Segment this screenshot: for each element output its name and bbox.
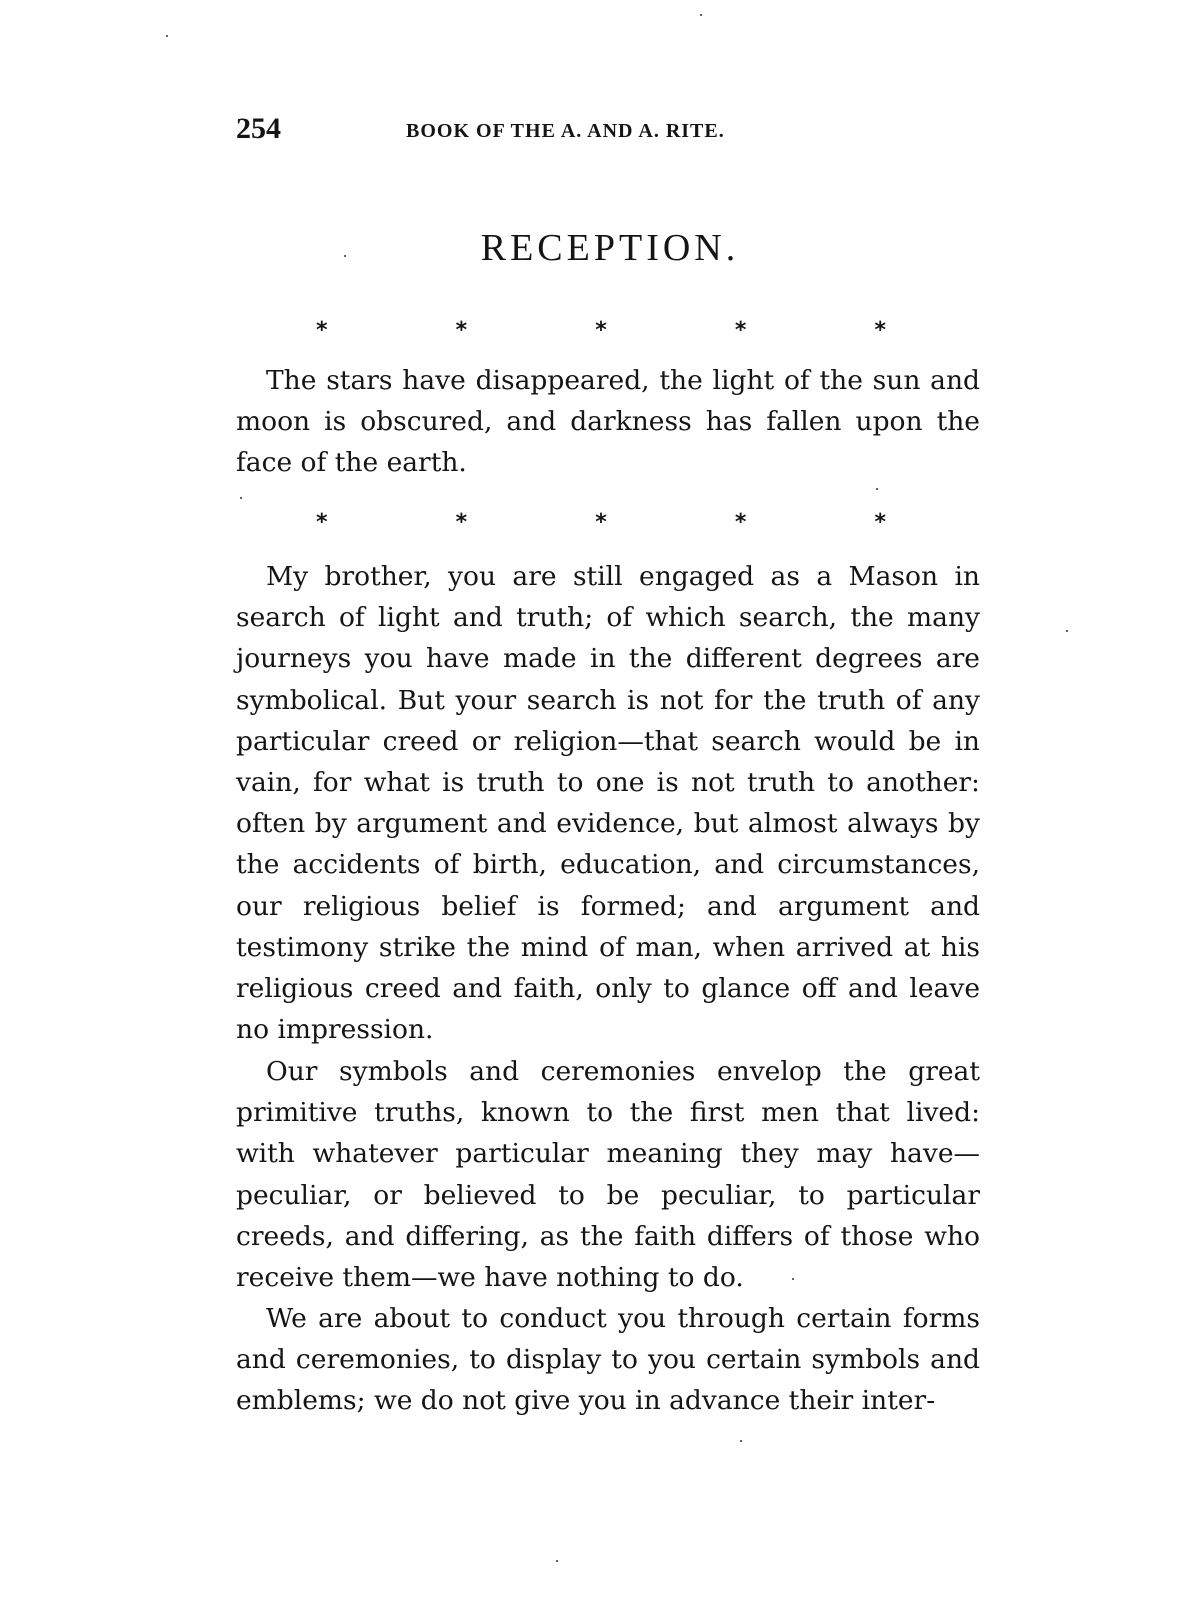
scan-speck: [876, 488, 878, 490]
star-glyph: *: [734, 510, 747, 535]
star-glyph: *: [455, 318, 468, 343]
star-glyph: *: [316, 318, 328, 343]
star-separator: [316, 318, 886, 343]
paragraph: My brother, you are still engaged as a Mason in search of light and truth; of which search, the many journeys you have made in the different degrees are symbolical. But your search is not for the truth of any particular creed or religion—that search would be in vain, for what is truth to one is not truth to another: often by argument and evidence, but almost always by the accidents of birth, education, and circumstances, our religious belief is formed; and argument and testimony strike the mind of man, when arrived at his religious creed and faith, only to glance off and leave no impression.: [236, 561, 980, 1046]
star-glyph: *: [316, 510, 328, 535]
star-glyph: *: [734, 318, 747, 343]
scan-speck: [556, 1560, 558, 1562]
scan-speck: [240, 497, 242, 499]
star-glyph: *: [595, 510, 607, 535]
star-glyph: *: [874, 318, 886, 343]
section-title: RECEPTION.: [480, 227, 740, 269]
scan-speck: [792, 1278, 794, 1280]
scan-speck: [740, 1440, 742, 1442]
page-number: 254: [236, 112, 281, 145]
star-separator: [316, 510, 886, 535]
star-glyph: *: [595, 318, 607, 343]
paragraph: Our symbols and ceremonies envelop the great primitive truths, known to the first men that lived: with whatever particular meaning they may have—peculiar, or believed to be peculiar, to particular creeds, and differing, as the faith differs of those who receive them—we have nothing to do.: [236, 1056, 980, 1294]
star-glyph: *: [874, 510, 886, 535]
paragraph: The stars have disappeared, the light of the sun and moon is obscured, and darkness has fallen upon the face of the earth.: [236, 365, 980, 479]
star-glyph: *: [455, 510, 468, 535]
page-header: [236, 112, 986, 152]
scan-speck: [344, 255, 346, 257]
scan-speck: [700, 14, 702, 16]
scan-speck: [166, 35, 168, 37]
paragraph: We are about to conduct you through certain forms and ceremonies, to display to you certain symbols and emblems; we do not give you in advance their inter-: [236, 1303, 980, 1417]
scan-speck: [1066, 630, 1068, 632]
running-head: BOOK OF THE A. AND A. RITE.: [406, 120, 725, 142]
